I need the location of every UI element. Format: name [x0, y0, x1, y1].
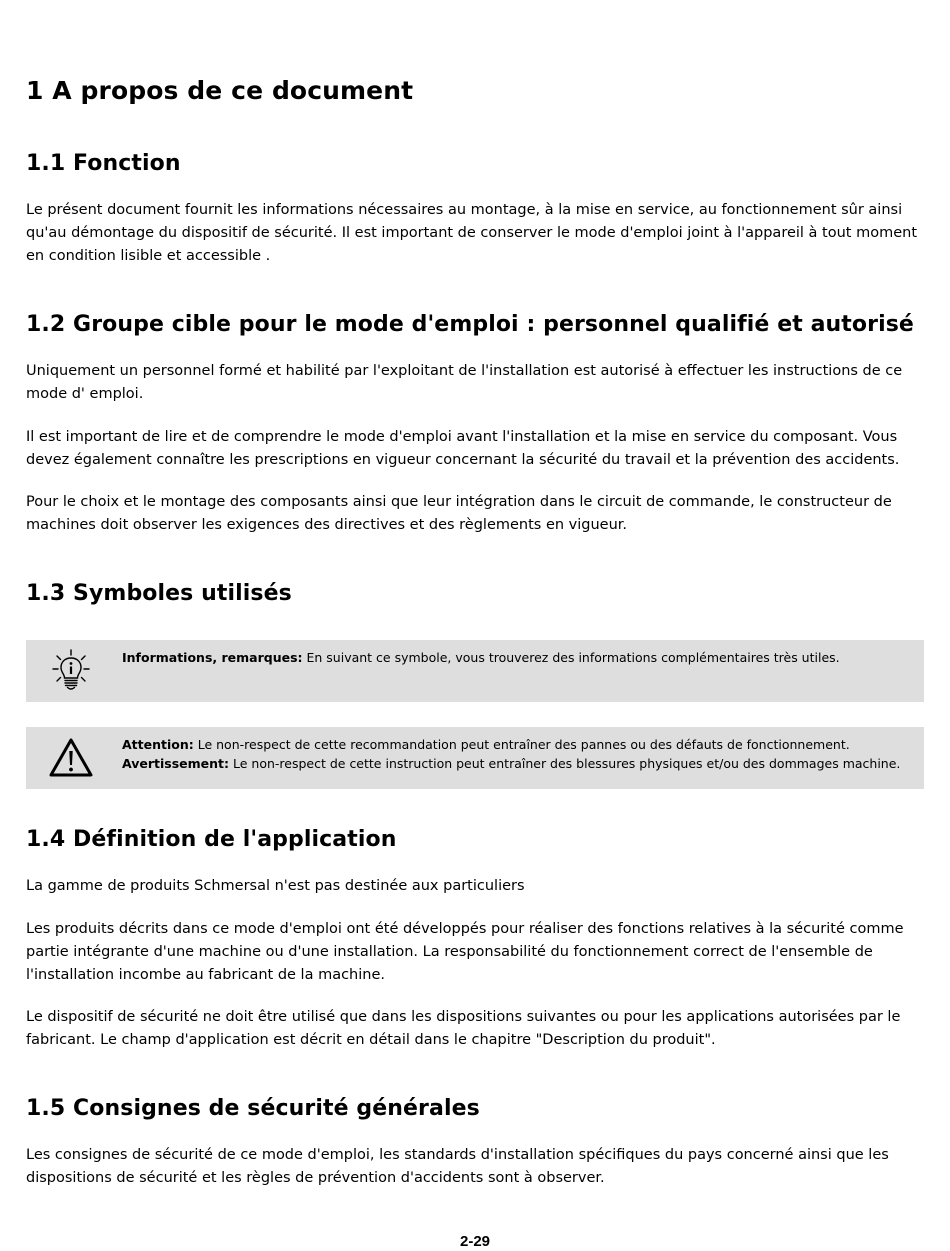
section-heading-1-1: 1.1 Fonction: [26, 151, 181, 176]
section-1-1-paragraph-1: Le présent document fournit les informations nécessaires au montage, à la mise en service, au fonctionnement sûr ainsi qu'au démontage du dispositif de sécurité. Il est important de conserver le mode d'emploi joint à l'appareil à tout moment en condition lisible et accessible .: [26, 202, 917, 264]
section-heading-1-2: 1.2 Groupe cible pour le mode d'emploi : personnel qualifié et autorisé: [26, 312, 914, 337]
section-1-4-paragraph-3: Le dispositif de sécurité ne doit être utilisé que dans les dispositions suivantes ou pour les applications autorisées par le fabricant. Le champ d'application est décrit en détail dans le chapitre "Description du produit".: [26, 1009, 901, 1048]
attention-line: [122, 736, 914, 755]
lightbulb-info-icon: [48, 648, 94, 694]
chapter-title: 1 A propos de ce document: [26, 76, 414, 105]
section-1-2-paragraph-3: Pour le choix et le montage des composants ainsi que leur intégration dans le circuit de commande, le constructeur de machines doit observer les exigences des directives et des règlements en vigueur.: [26, 494, 892, 533]
info-notice-description: En suivant ce symbole, vous trouverez des informations complémentaires très utiles.: [302, 650, 840, 665]
warning-description: Le non-respect de cette instruction peut entraîner des blessures physiques et/ou des dommages machine.: [229, 755, 901, 771]
section-1-4-paragraph-2: Les produits décrits dans ce mode d'emploi ont été développés pour réaliser des fonctions relatives à la sécurité comme partie intégrante d'une machine ou d'une installation. La responsabilité du fonctionnement correct de l'ensemble de l'installation incombe au fabricant de la machine.: [26, 921, 904, 983]
info-notice-text: [122, 649, 914, 668]
info-notice-box: [26, 640, 924, 702]
warning-triangle-icon: [48, 735, 94, 781]
section-1-2-paragraph-2: Il est important de lire et de comprendre le mode d'emploi avant l'installation et la mise en service du composant. Vous devez également connaître les prescriptions en vigueur concernant la sécurité du travail et la prévention des accidents.: [26, 429, 900, 468]
warning-label: Avertissement:: [122, 755, 230, 771]
attention-description: Le non-respect de cette recommandation peut entraîner des pannes ou des défauts de fonctionnement.: [193, 737, 850, 752]
info-notice-label: Informations, remarques:: [122, 650, 303, 665]
section-1-4-paragraph-1: La gamme de produits Schmersal n'est pas destinée aux particuliers: [26, 878, 525, 894]
attention-label: Attention:: [122, 737, 194, 752]
section-heading-1-3: 1.3 Symboles utilisés: [26, 581, 292, 606]
warning-line: [122, 755, 914, 774]
warning-notice-text: [122, 736, 914, 773]
page-number: 2-29: [459, 1233, 491, 1250]
section-1-5-paragraph-1: Les consignes de sécurité de ce mode d'emploi, les standards d'installation spécifiques du pays concerné ainsi que les dispositions de sécurité et les règles de prévention d'accidents sont à observer.: [26, 1147, 889, 1186]
section-heading-1-4: 1.4 Définition de l'application: [26, 827, 397, 852]
section-1-2-paragraph-1: Uniquement un personnel formé et habilité par l'exploitant de l'installation est autorisé à effectuer les instructions de ce mode d' emploi.: [26, 363, 903, 402]
section-heading-1-5: 1.5 Consignes de sécurité générales: [26, 1096, 480, 1121]
warning-notice-box: [26, 727, 924, 789]
